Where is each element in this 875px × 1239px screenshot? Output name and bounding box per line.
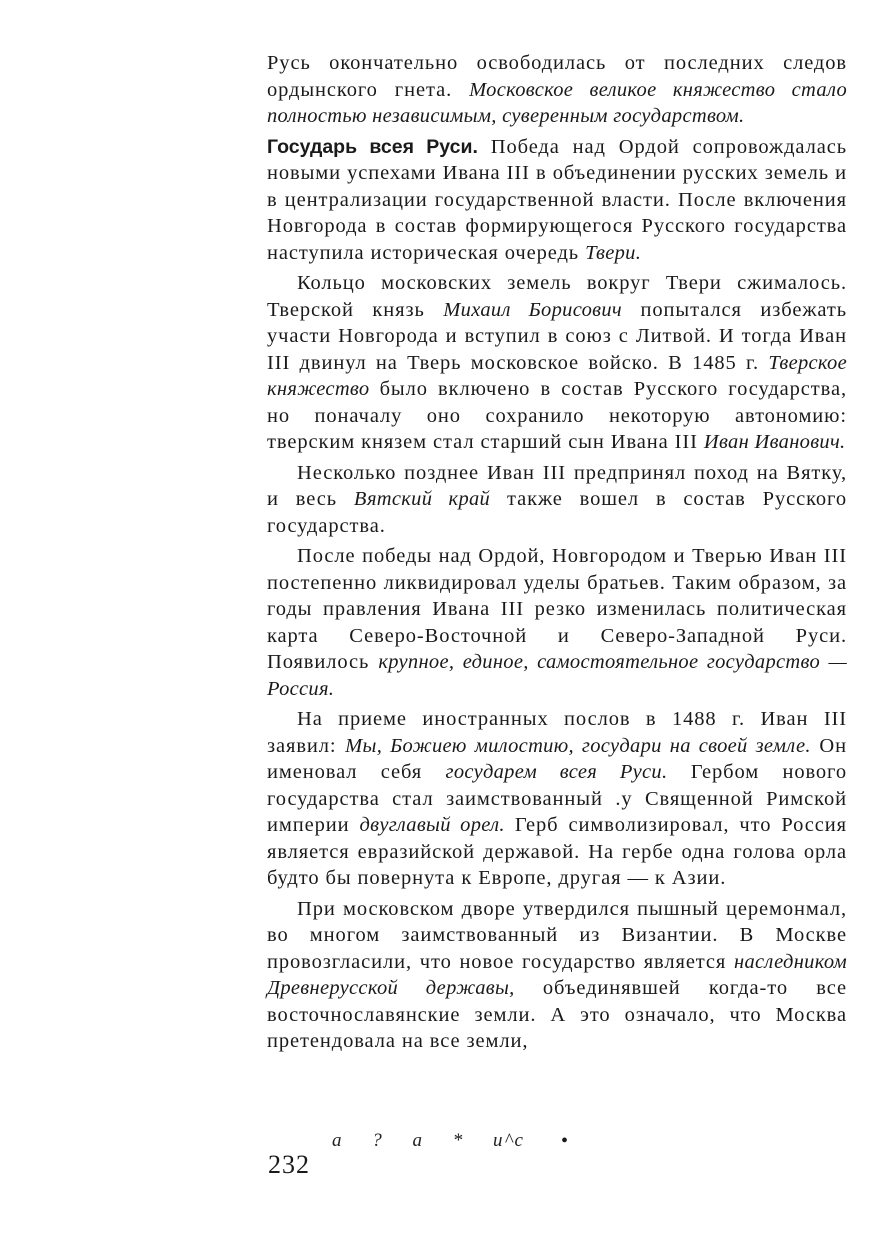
- body-text: Гербом нового государства стал заимствованный .у Священной Римской империи: [267, 761, 848, 836]
- body-text: При московском дворе утвердился пышный церемонмал, во многом заимствованный из Византии. В Москве провозгласили, что новое государство является: [267, 897, 847, 973]
- section-heading: Государь всея Руси.: [267, 135, 478, 158]
- emphasis-text: наследником Древнерусской державы,: [267, 950, 847, 999]
- paragraph: [267, 50, 847, 130]
- body-text: После победы над Ордой, Новгородом и Тверью Иван III постепенно ликвидировал уделы братьев. Таким образом, за годы правления Ивана III резко изменилась политическая карта Северо-Восточной и Северо-Западной Руси. Появилось: [267, 545, 847, 673]
- stray-marks: а ? а * и^с: [332, 1130, 525, 1151]
- emphasis-text: Михаил Борисович: [443, 298, 622, 321]
- paragraph: [267, 543, 847, 702]
- body-text: также вошел в состав Русского государства.: [267, 488, 848, 537]
- body-text: Кольцо московских земель вокруг Твери сжималось. Тверской князь: [267, 272, 847, 321]
- emphasis-text: Иван Иванович.: [703, 431, 846, 453]
- body-text: объединявшей когда-то все восточнославянские земли. А это означало, что Москва претендовала на все земли,: [267, 977, 847, 1052]
- stray-dot: •: [561, 1130, 569, 1152]
- body-text: Победа над Ордой сопровождалась новыми успехами Ивана III в объединении русских земель и в централизации государственной власти. После включения Новгорода в состав формирующегося Русского государства наступила историческая очередь: [267, 135, 847, 264]
- page-number: 232: [268, 1150, 310, 1179]
- body-text: Несколько позднее Иван III предпринял поход на Вятку, и весь: [267, 461, 847, 510]
- emphasis-text: Вятский край: [353, 488, 491, 510]
- emphasis-text: Московское великое княжество стало полностью независимым, суверенным государством.: [267, 78, 847, 127]
- body-text: На приеме иностранных послов в 1488 г. Иван III заявил:: [267, 708, 847, 757]
- body-text: Русь окончательно освободилась от последних следов ордынского гнета.: [267, 52, 847, 101]
- paragraph: [267, 896, 847, 1055]
- emphasis-text: крупное, единое, самостоятельное государство — Россия.: [267, 651, 847, 700]
- body-text: Герб символизировал, что Россия является евразийской державой. На гербе одна голова орла будто бы повернута к Европе, другая — к Азии.: [267, 814, 848, 889]
- text-column: [267, 50, 847, 1059]
- emphasis-text: государем всея Руси.: [445, 761, 668, 783]
- body-text: Он именовал себя: [267, 734, 847, 783]
- body-text: попытался избежать участи Новгорода и вступил в союз с Литвой. И тогда Иван III двинул на Тверь московское войско. В 1485 г.: [267, 298, 847, 374]
- section-paragraph: [267, 134, 847, 267]
- paragraph: [267, 460, 847, 540]
- emphasis-text: двуглавый орел.: [359, 814, 505, 836]
- paragraph: [267, 706, 847, 892]
- emphasis-text: Тверское княжество: [267, 351, 847, 400]
- body-text: было включено в состав Русского государства, но поначалу оно сохранило некоторую автономию: тверским князем стал старший сын Ивана III: [267, 378, 847, 453]
- emphasis-text: Твери.: [585, 241, 642, 264]
- emphasis-text: Мы, Божиею милостию, государи на своей земле.: [345, 734, 811, 757]
- paragraph: [267, 270, 847, 456]
